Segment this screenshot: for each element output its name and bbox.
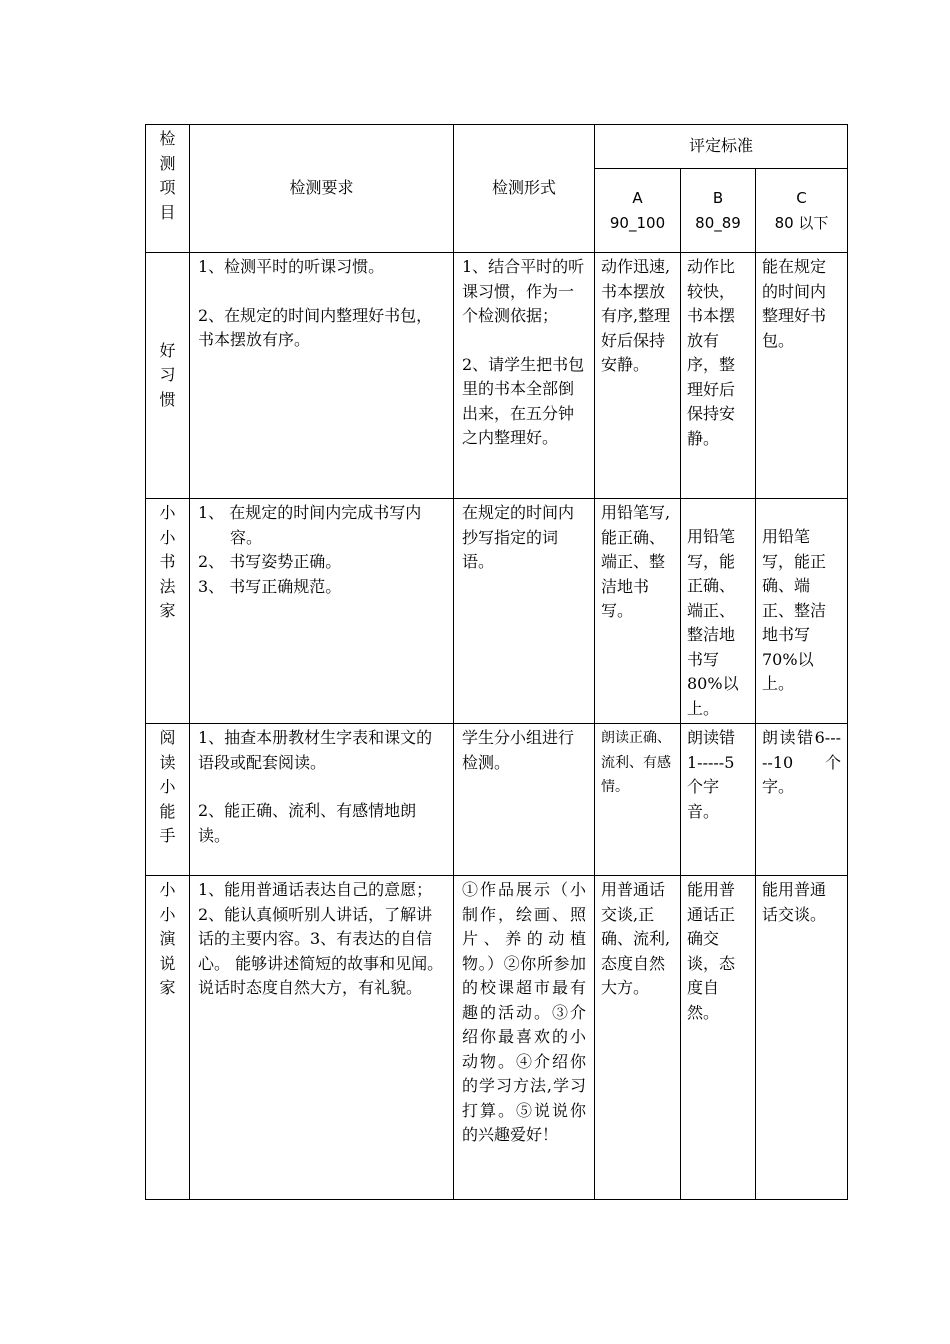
header-c-grade: C bbox=[796, 189, 807, 207]
header-requirement: 检测要求 bbox=[289, 178, 354, 198]
header-standard: 评定标准 bbox=[689, 136, 754, 156]
evaluation-table bbox=[145, 124, 848, 1200]
grade-b-text: 朗读错1-----5个字音。 bbox=[687, 728, 736, 821]
form-cell bbox=[454, 876, 595, 1200]
grade-a-cell bbox=[595, 876, 681, 1200]
form-text: ①作品展示（小制作，绘画、照片、养的动植物。）②你所参加的校课超市最有趣的活动。③介绍你最喜欢的小动物。④介绍你的学习方法,学习打算。⑤说说你的兴趣爱好！ bbox=[462, 880, 586, 1144]
grade-c-cell bbox=[756, 253, 848, 499]
form-line: 1、结合平时的听课习惯，作为一个检测依据； bbox=[462, 257, 585, 325]
header-a-range: 90_100 bbox=[609, 213, 666, 232]
requirement-text: 1、能用普通话表达自己的意愿；2、能认真倾听别人讲话，了解讲话的主要内容。3、有表达的自信心。 能够讲述简短的故事和见闻。说话时态度自然大方，有礼貌。 bbox=[198, 880, 444, 997]
table-row bbox=[146, 876, 848, 1200]
header-a-grade: A bbox=[632, 189, 643, 207]
grade-a-text: 用铅笔写,能正确、端正、整洁地书写。 bbox=[601, 503, 671, 620]
grade-c-cell bbox=[756, 499, 848, 724]
item-label: 阅读小能手 bbox=[159, 728, 176, 845]
header-item: 检测项目 bbox=[159, 129, 176, 222]
table-row bbox=[146, 253, 848, 499]
grade-b-text: 能用普通话正确交谈，态度自然。 bbox=[687, 880, 736, 1022]
requirement-line: 3、 书写正确规范。 bbox=[198, 576, 342, 596]
header-b-cell bbox=[681, 169, 756, 253]
form-cell bbox=[454, 724, 595, 876]
item-cell bbox=[146, 499, 190, 724]
item-label: 好习惯 bbox=[159, 340, 176, 409]
form-cell bbox=[454, 253, 595, 499]
grade-c-text: 能在规定的时间内整理好书包。 bbox=[762, 257, 827, 350]
requirement-line: 1、检测平时的听课习惯。 bbox=[198, 257, 385, 276]
item-cell bbox=[146, 724, 190, 876]
form-text: 在规定的时间内抄写指定的词语。 bbox=[462, 503, 575, 571]
table-row bbox=[146, 499, 848, 724]
header-form: 检测形式 bbox=[491, 178, 556, 198]
grade-b-cell bbox=[681, 253, 756, 499]
requirement-cell bbox=[190, 876, 454, 1200]
header-c-cell bbox=[756, 169, 848, 253]
grade-b-cell bbox=[681, 724, 756, 876]
grade-a-text: 用普通话交谈,正确、流利,态度自然大方。 bbox=[601, 880, 671, 997]
grade-a-text: 动作迅速,书本摆放有序,整理好后保持安静。 bbox=[601, 257, 671, 374]
grade-b-cell bbox=[681, 876, 756, 1200]
header-item-cell bbox=[146, 125, 190, 253]
grade-a-cell bbox=[595, 724, 681, 876]
grade-b-cell bbox=[681, 499, 756, 724]
grade-b-text: 动作比较快，书本摆放有序，整理好后保持安静。 bbox=[687, 257, 736, 448]
requirement-line: 2、能正确、流利、有感情地朗读。 bbox=[198, 801, 417, 845]
header-c-range: 80 以下 bbox=[774, 213, 829, 232]
item-cell bbox=[146, 253, 190, 499]
requirement-cell bbox=[190, 724, 454, 876]
grade-a-cell bbox=[595, 499, 681, 724]
requirement-line: 2、 书写姿势正确。 bbox=[198, 552, 342, 571]
item-cell bbox=[146, 876, 190, 1200]
grade-a-cell bbox=[595, 253, 681, 499]
grade-b-text: 用铅笔写，能正确、端正、整洁地书写80%以上。 bbox=[687, 527, 739, 718]
grade-c-text: 用铅笔写，能正确、端正、整洁地书写70%以上。 bbox=[762, 527, 827, 693]
header-b-grade: B bbox=[712, 189, 724, 207]
header-form-cell bbox=[454, 125, 595, 253]
header-requirement-cell bbox=[190, 125, 454, 253]
header-row-1 bbox=[146, 125, 848, 169]
requirement-line: 1、 在规定的时间内完成书写内容。 bbox=[198, 503, 422, 547]
requirement-line: 2、在规定的时间内整理好书包，书本摆放有序。 bbox=[198, 305, 433, 349]
requirement-line: 1、抽查本册教材生字表和课文的语段或配套阅读。 bbox=[198, 728, 433, 772]
form-text: 学生分小组进行检测。 bbox=[462, 728, 575, 772]
grade-c-text: 能用普通话交谈。 bbox=[762, 880, 827, 924]
table-row bbox=[146, 724, 848, 876]
header-b-range: 80_89 bbox=[695, 213, 741, 232]
item-label: 小小书法家 bbox=[159, 503, 176, 620]
header-a-cell bbox=[595, 169, 681, 253]
requirement-cell bbox=[190, 499, 454, 724]
grade-c-text: 朗读错6-----10个字。 bbox=[762, 728, 842, 796]
form-cell bbox=[454, 499, 595, 724]
grade-c-cell bbox=[756, 876, 848, 1200]
requirement-cell bbox=[190, 253, 454, 499]
header-standard-cell bbox=[595, 125, 848, 169]
item-label: 小小演说家 bbox=[159, 880, 176, 997]
grade-a-text: 朗读正确、流利、有感情。 bbox=[601, 730, 671, 795]
grade-c-cell bbox=[756, 724, 848, 876]
form-line: 2、请学生把书包里的书本全部倒出来，在五分钟之内整理好。 bbox=[462, 354, 585, 447]
